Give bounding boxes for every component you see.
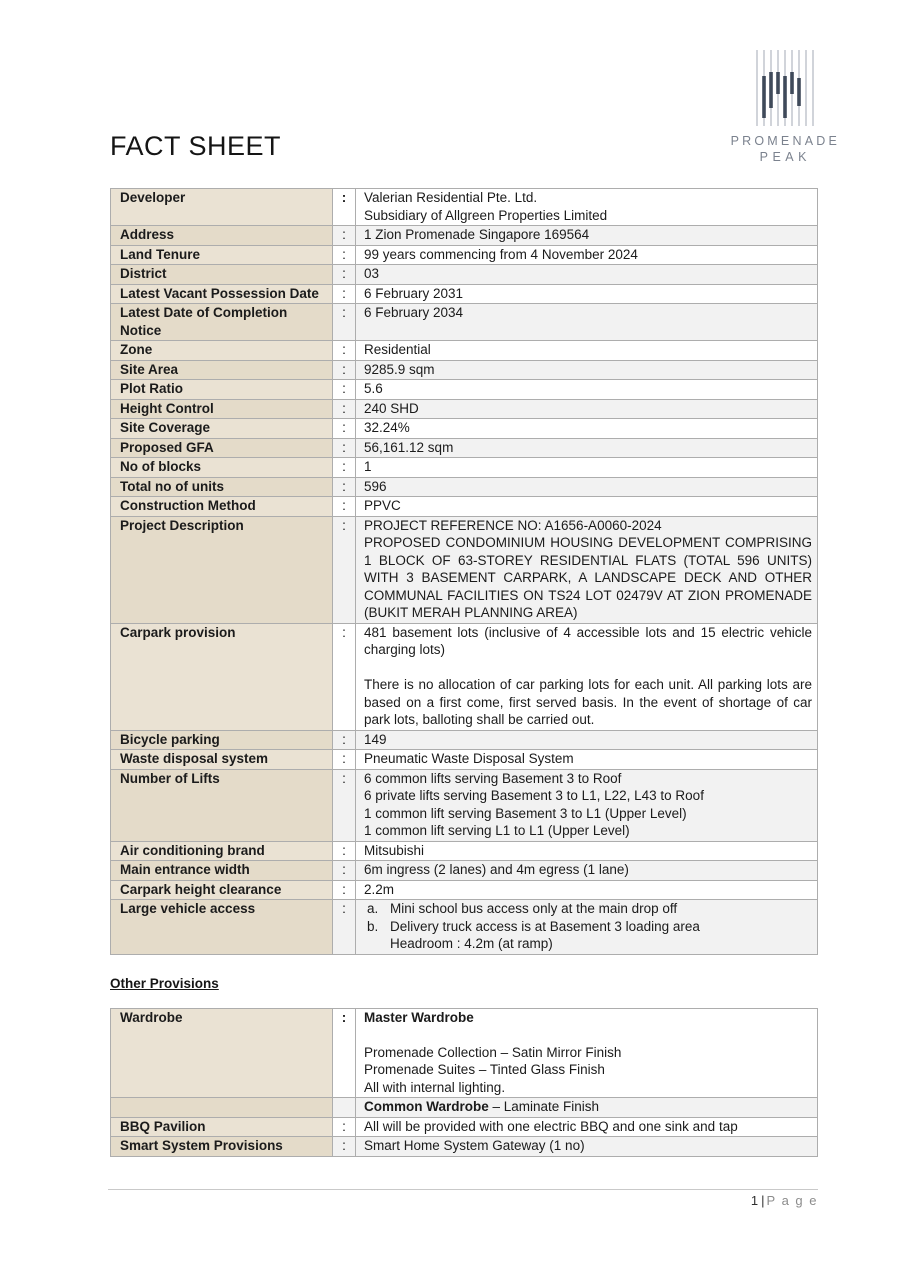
table-row xyxy=(111,516,818,623)
table-row xyxy=(111,880,818,900)
value-line: Mitsubishi xyxy=(364,842,425,858)
row-label: Land Tenure xyxy=(111,245,333,265)
row-colon: : xyxy=(333,360,356,380)
row-value xyxy=(356,265,818,285)
value-line: 6m ingress (2 lanes) and 4m egress (1 lane) xyxy=(364,862,629,877)
row-colon: : xyxy=(333,245,356,265)
row-colon: : xyxy=(333,497,356,517)
row-label: Proposed GFA xyxy=(111,438,333,458)
row-colon: : xyxy=(333,623,356,730)
row-colon: : xyxy=(333,477,356,497)
row-label: BBQ Pavilion xyxy=(111,1117,333,1137)
row-value xyxy=(356,730,818,750)
row-value xyxy=(356,304,818,341)
row-label: Height Control xyxy=(111,399,333,419)
row-colon xyxy=(333,1098,356,1118)
value-line: 240 SHD xyxy=(364,400,419,416)
row-colon: : xyxy=(333,265,356,285)
row-label: Carpark height clearance xyxy=(111,880,333,900)
table-row xyxy=(111,477,818,497)
row-colon: : xyxy=(333,730,356,750)
row-label: Large vehicle access xyxy=(111,900,333,955)
list-item-text: Mini school bus access only at the main drop off xyxy=(390,901,678,916)
row-label: Number of Lifts xyxy=(111,769,333,841)
table-row xyxy=(111,1098,818,1118)
row-value xyxy=(356,360,818,380)
row-label: Smart System Provisions xyxy=(111,1137,333,1157)
row-colon: : xyxy=(333,750,356,770)
value-line: 6 private lifts serving Basement 3 to L1, L22, L43 to Roof xyxy=(364,788,704,803)
list-item xyxy=(364,918,812,936)
list-item-text: Delivery truck access is at Basement 3 loading area xyxy=(390,918,700,934)
row-value xyxy=(356,458,818,478)
other-provisions-table xyxy=(110,1008,818,1157)
table-row xyxy=(111,769,818,841)
row-value xyxy=(356,516,818,623)
row-label xyxy=(111,1098,333,1118)
row-colon: : xyxy=(333,341,356,361)
row-label: Wardrobe xyxy=(111,1008,333,1098)
page-number-text xyxy=(108,1190,818,1208)
value-line: Valerian Residential Pte. Ltd. xyxy=(364,190,538,205)
row-label: Air conditioning brand xyxy=(111,841,333,861)
row-label: Latest Date of Completion Notice xyxy=(111,304,333,341)
list-item-text: Headroom : 4.2m (at ramp) xyxy=(390,936,553,951)
value-line: 9285.9 sqm xyxy=(364,361,435,377)
row-colon: : xyxy=(333,861,356,881)
row-label: Latest Vacant Possession Date xyxy=(111,284,333,304)
table-row xyxy=(111,1117,818,1137)
other-provisions-heading: Other Provisions xyxy=(110,975,219,991)
value-line: 149 xyxy=(364,731,387,747)
list-marker xyxy=(364,935,390,953)
page-number: 1 xyxy=(750,1193,760,1208)
blank-line xyxy=(364,1026,812,1044)
row-label: Address xyxy=(111,226,333,246)
row-value xyxy=(356,226,818,246)
row-value xyxy=(356,399,818,419)
value-line: 1 common lift serving Basement 3 to L1 (Upper Level) xyxy=(364,805,687,821)
value-line: Residential xyxy=(364,342,431,357)
value-line: Master Wardrobe xyxy=(364,1009,474,1025)
row-colon: : xyxy=(333,516,356,623)
row-label: Total no of units xyxy=(111,477,333,497)
row-label: Project Description xyxy=(111,516,333,623)
row-colon: : xyxy=(333,880,356,900)
row-label: Construction Method xyxy=(111,497,333,517)
row-value xyxy=(356,623,818,730)
value-line: 1 Zion Promenade Singapore 169564 xyxy=(364,227,590,242)
footer-separator: | xyxy=(761,1193,765,1208)
page-footer xyxy=(108,1189,818,1208)
table-row xyxy=(111,750,818,770)
value-line: Common Wardrobe – Laminate Finish xyxy=(364,1099,600,1114)
row-colon: : xyxy=(333,189,356,226)
value-line: Smart Home System Gateway (1 no) xyxy=(364,1138,585,1153)
row-value xyxy=(356,477,818,497)
value-line: All will be provided with one electric BBQ and one sink and tap xyxy=(364,1118,738,1134)
row-label: Site Area xyxy=(111,360,333,380)
promenade-peak-logo xyxy=(731,49,840,164)
table-row xyxy=(111,861,818,881)
row-colon: : xyxy=(333,399,356,419)
justified-paragraph: PROPOSED CONDOMINIUM HOUSING DEVELOPMENT COMPRISING 1 BLOCK OF 63-STOREY RESIDENTIAL FLATS (TOTAL 596 UNITS) WITH 3 BASEMENT CARPARK, A LANDSCAPE DECK AND OTHER COMMUNAL FACILITIES ON TS24 LOT 02479V AT ZION PROMENADE (BUKIT MERAH PLANNING AREA) xyxy=(364,535,812,620)
fact-sheet-table xyxy=(110,188,818,955)
row-label: No of blocks xyxy=(111,458,333,478)
row-value xyxy=(356,1008,818,1098)
value-line: 99 years commencing from 4 November 2024 xyxy=(364,246,638,262)
table-row xyxy=(111,841,818,861)
row-colon: : xyxy=(333,1008,356,1098)
value-line: PROJECT REFERENCE NO: A1656-A0060-2024 xyxy=(364,517,662,533)
row-value xyxy=(356,900,818,955)
row-colon: : xyxy=(333,769,356,841)
value-line: 6 February 2034 xyxy=(364,305,464,320)
table-row xyxy=(111,419,818,439)
value-line: 03 xyxy=(364,266,380,281)
row-value xyxy=(356,284,818,304)
table-row xyxy=(111,458,818,478)
list-marker: a. xyxy=(367,901,379,916)
row-value xyxy=(356,769,818,841)
value-line: 1 common lift serving L1 to L1 (Upper Level) xyxy=(364,823,630,838)
table-row xyxy=(111,399,818,419)
value-line: 6 common lifts serving Basement 3 to Roof xyxy=(364,770,622,786)
row-label: Waste disposal system xyxy=(111,750,333,770)
table-row xyxy=(111,730,818,750)
table-row xyxy=(111,304,818,341)
logo-word-promenade: PROMENADE xyxy=(730,134,840,148)
justified-paragraph: There is no allocation of car parking lots for each unit. All parking lots are based on a first come, first served basis. In the event of shortage of car park lots, balloting shall be carried out. xyxy=(364,677,812,727)
row-label: Bicycle parking xyxy=(111,730,333,750)
row-value xyxy=(356,380,818,400)
value-line: PPVC xyxy=(364,498,401,513)
row-colon: : xyxy=(333,438,356,458)
table-row xyxy=(111,497,818,517)
row-label: Zone xyxy=(111,341,333,361)
table-row xyxy=(111,284,818,304)
table-row xyxy=(111,900,818,955)
table-row xyxy=(111,265,818,285)
row-colon: : xyxy=(333,226,356,246)
page-title: FACT SHEET xyxy=(110,131,282,161)
row-value xyxy=(356,438,818,458)
value-line: Subsidiary of Allgreen Properties Limited xyxy=(364,207,608,223)
row-label: Carpark provision xyxy=(111,623,333,730)
table-row xyxy=(111,360,818,380)
list-item xyxy=(364,935,812,953)
table-row xyxy=(111,189,818,226)
row-value xyxy=(356,245,818,265)
value-line: 6 February 2031 xyxy=(364,285,464,301)
table-row xyxy=(111,438,818,458)
value-line: 56,161.12 sqm xyxy=(364,439,454,455)
logo-word-peak: PEAK xyxy=(759,150,811,164)
row-value xyxy=(356,189,818,226)
row-value xyxy=(356,841,818,861)
value-line: 596 xyxy=(364,478,387,494)
list-item xyxy=(364,900,812,918)
row-value xyxy=(356,861,818,881)
row-colon: : xyxy=(333,900,356,955)
value-line: Pneumatic Waste Disposal System xyxy=(364,751,574,766)
row-colon: : xyxy=(333,458,356,478)
blank-line xyxy=(364,659,812,677)
row-label: Developer xyxy=(111,189,333,226)
table-row xyxy=(111,623,818,730)
value-line: All with internal lighting. xyxy=(364,1079,506,1095)
table-row xyxy=(111,245,818,265)
footer-page-word: P a g e xyxy=(766,1193,818,1208)
row-value xyxy=(356,341,818,361)
value-line: 32.24% xyxy=(364,420,410,435)
row-label: Plot Ratio xyxy=(111,380,333,400)
table-row xyxy=(111,380,818,400)
row-value xyxy=(356,1117,818,1137)
row-value xyxy=(356,1137,818,1157)
row-value xyxy=(356,497,818,517)
row-label: District xyxy=(111,265,333,285)
row-colon: : xyxy=(333,284,356,304)
row-value xyxy=(356,1098,818,1118)
table-row xyxy=(111,1008,818,1098)
table-row xyxy=(111,341,818,361)
row-value xyxy=(356,750,818,770)
value-line: Promenade Suites – Tinted Glass Finish xyxy=(364,1062,605,1077)
row-value xyxy=(356,880,818,900)
table-row xyxy=(111,226,818,246)
row-colon: : xyxy=(333,304,356,341)
row-value xyxy=(356,419,818,439)
row-colon: : xyxy=(333,841,356,861)
row-colon: : xyxy=(333,1117,356,1137)
row-label: Main entrance width xyxy=(111,861,333,881)
row-label: Site Coverage xyxy=(111,419,333,439)
row-colon: : xyxy=(333,419,356,439)
table-row xyxy=(111,1137,818,1157)
vertical-lines-tower-icon xyxy=(746,49,824,127)
list-marker: b. xyxy=(367,918,379,934)
justified-paragraph: 481 basement lots (inclusive of 4 accessible lots and 15 electric vehicle charging lots) xyxy=(364,624,812,657)
value-line: 1 xyxy=(364,459,372,474)
value-line: Promenade Collection – Satin Mirror Finish xyxy=(364,1044,622,1060)
value-bold-prefix: Common Wardrobe xyxy=(364,1099,489,1114)
row-colon: : xyxy=(333,380,356,400)
value-line: 2.2m xyxy=(364,881,395,897)
row-colon: : xyxy=(333,1137,356,1157)
value-line: 5.6 xyxy=(364,381,383,396)
page-header xyxy=(110,36,840,164)
